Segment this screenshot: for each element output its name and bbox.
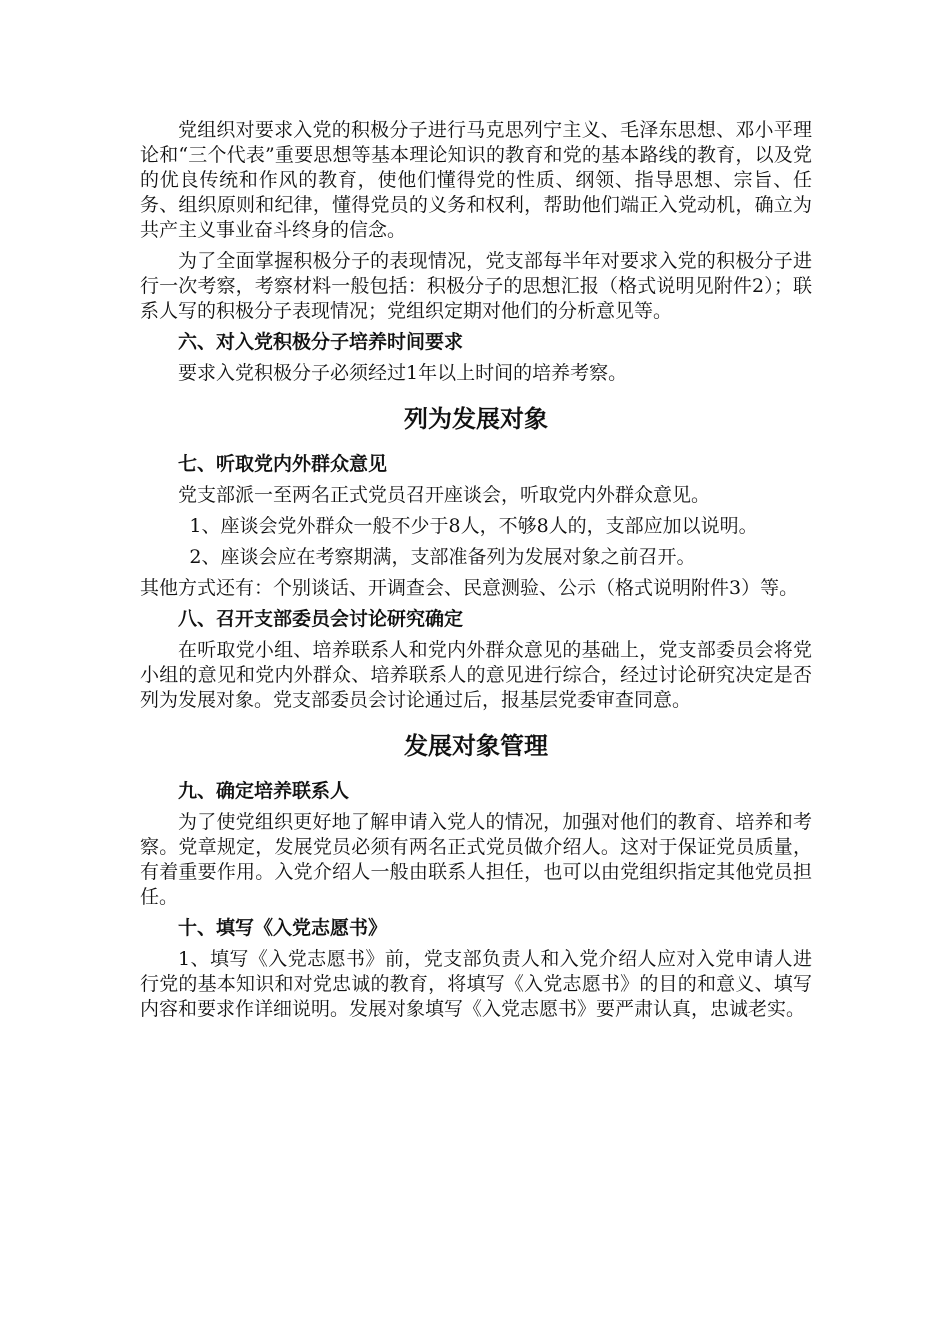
section-8-text: 在听取党小组、培养联系人和党内外群众意见的基础上，党支部委员会将党小组的意见和党内外群众、培养联系人的意见进行综合，经过讨论研究决定是否列为发展对象。党支部委员会讨论通过后，报基层党委审查同意。 <box>140 639 812 711</box>
paragraph-assessment: 为了全面掌握积极分子的表现情况，党支部每半年对要求入党的积极分子进行一次考察，考察材料一般包括：积极分子的思想汇报（格式说明见附件2）；联系人写的积极分子表现情况；党组织定期对他们的分析意见等。 <box>140 250 812 322</box>
section-7-item-1: 1、座谈会党外群众一般不少于8人，不够8人的，支部应加以说明。 <box>189 515 758 537</box>
document-page <box>140 118 812 1028</box>
section-6-text: 要求入党积极分子必须经过1年以上时间的培养考察。 <box>178 362 628 384</box>
section-heading-8: 八、召开支部委员会讨论研究确定 <box>178 608 464 630</box>
chapter-title-target-management: 发展对象管理 <box>404 732 548 760</box>
section-heading-10: 十、填写《入党志愿书》 <box>178 917 388 939</box>
section-7-other-methods: 其他方式还有：个别谈话、开调查会、民意测验、公示（格式说明附件3）等。 <box>140 577 799 599</box>
section-9-text: 为了使党组织更好地了解申请入党人的情况，加强对他们的教育、培养和考察。党章规定，发展党员必须有两名正式党员做介绍人。这对于保证党员质量，有着重要作用。入党介绍人一般由联系人担任，也可以由党组织指定其他党员担任。 <box>140 811 812 908</box>
section-heading-7: 七、听取党内外群众意见 <box>178 453 388 475</box>
section-heading-6: 六、对入党积极分子培养时间要求 <box>178 331 464 353</box>
section-7-text: 党支部派一至两名正式党员召开座谈会，听取党内外群众意见。 <box>178 484 711 506</box>
section-7-item-2: 2、座谈会应在考察期满，支部准备列为发展对象之前召开。 <box>189 546 696 568</box>
section-10-text: 1、填写《入党志愿书》前，党支部负责人和入党介绍人应对入党申请人进行党的基本知识和对党忠诚的教育，将填写《入党志愿书》的目的和意义、填写内容和要求作详细说明。发展对象填写《入党志愿书》要严肃认真，忠诚老实。 <box>140 948 812 1020</box>
section-heading-9: 九、确定培养联系人 <box>178 780 350 802</box>
paragraph-education: 党组织对要求入党的积极分子进行马克思列宁主义、毛泽东思想、邓小平理论和“三个代表”重要思想等基本理论知识的教育和党的基本路线的教育，以及党的优良传统和作风的教育，使他们懂得党的性质、纲领、指导思想、宗旨、任务、组织原则和纪律，懂得党员的义务和权利，帮助他们端正入党动机，确立为共产主义事业奋斗终身的信念。 <box>140 119 812 241</box>
chapter-title-development-target: 列为发展对象 <box>404 405 548 433</box>
